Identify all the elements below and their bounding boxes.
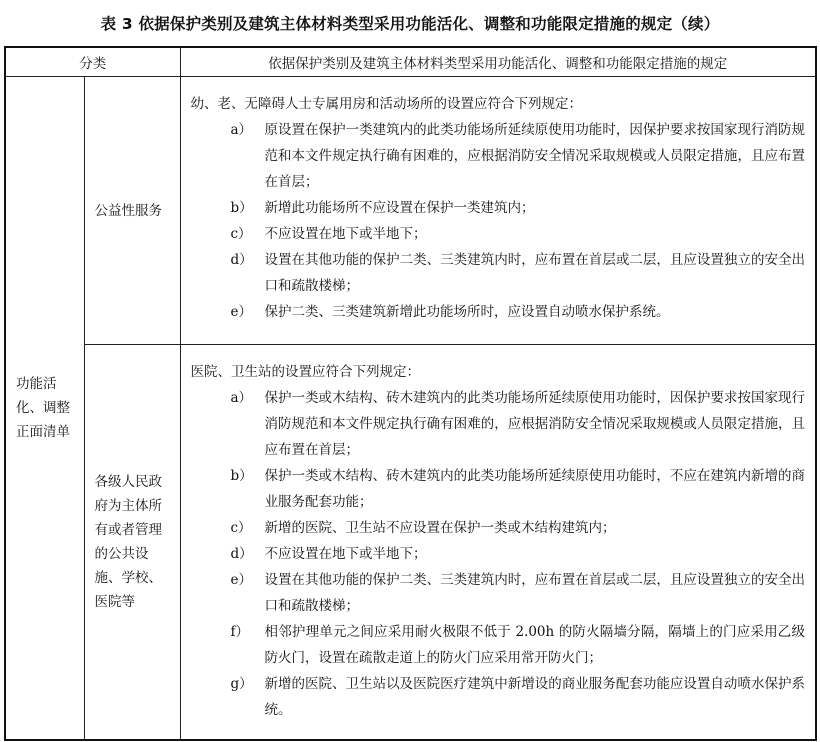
list-item xyxy=(191,385,806,463)
item-label: c） xyxy=(230,226,252,242)
item-text: 原设置在保护一类建筑内的此类功能场所延续原使用功能时，因保护要求按国家现行消防规范和本文件规定执行确有困难的，应根据消防安全情况采取规模或人员限定措施，且应布置在首层； xyxy=(264,122,805,190)
item-label: e） xyxy=(230,572,252,588)
item-label: e） xyxy=(230,304,252,320)
list-item xyxy=(191,541,806,567)
category-cell: 功能活化、调整正面清单 xyxy=(5,77,84,741)
rule-cell xyxy=(180,345,816,741)
item-text: 设置在其他功能的保护二类、三类建筑内时，应布置在首层或二层，且应设置独立的安全出口和疏散楼梯； xyxy=(264,572,805,614)
table-row xyxy=(5,345,816,741)
subcategory-cell: 各级人民政府为主体所有或者管理的公共设施、学校、医院等 xyxy=(84,345,180,741)
list-item xyxy=(191,299,806,325)
list-item xyxy=(191,619,806,671)
rule-cell xyxy=(180,77,816,345)
item-text: 保护二类、三类建筑新增此功能场所时，应设置自动喷水保护系统。 xyxy=(264,304,670,320)
table-row xyxy=(5,77,816,345)
item-text: 保护一类或木结构、砖木建筑内的此类功能场所延续原使用功能时，不应在建筑内新增的商业服务配套功能； xyxy=(264,468,805,510)
list-item xyxy=(191,117,806,195)
item-label: b） xyxy=(230,468,253,484)
item-label: b） xyxy=(230,200,253,216)
rule-intro: 医院、卫生站的设置应符合下列规定： xyxy=(190,364,420,380)
list-item xyxy=(191,195,806,221)
subcategory-cell: 公益性服务 xyxy=(84,77,180,345)
item-text: 新增的医院、卫生站以及医院医疗建筑中新增设的商业服务配套功能应设置自动喷水保护系统。 xyxy=(264,676,805,718)
item-text: 保护一类或木结构、砖木建筑内的此类功能场所延续原使用功能时，因保护要求按国家现行消防规范和本文件规定执行确有困难的，应根据消防安全情况采取规模或人员限定措施，且应布置在首层； xyxy=(264,390,805,458)
item-text: 不应设置在地下或半地下； xyxy=(264,226,427,242)
regulation-table xyxy=(4,46,817,741)
item-label: g） xyxy=(230,676,253,692)
item-label: d） xyxy=(230,252,253,268)
item-text: 新增的医院、卫生站不应设置在保护一类或木结构建筑内； xyxy=(264,520,616,536)
table-title: 表 3 依据保护类别及建筑主体材料类型采用功能活化、调整和功能限定措施的规定（续） xyxy=(100,15,720,33)
header-rule: 依据保护类别及建筑主体材料类型采用功能活化、调整和功能限定措施的规定 xyxy=(180,47,816,77)
list-item xyxy=(191,463,806,515)
list-item xyxy=(191,567,806,619)
header-category: 分类 xyxy=(5,47,180,77)
item-text: 相邻护理单元之间应采用耐火极限不低于 2.00h 的防火隔墙分隔，隔墙上的门应采用乙级防火门，设置在疏散走道上的防火门应采用常开防火门； xyxy=(264,624,805,666)
table-header-row xyxy=(5,47,816,77)
item-text: 新增此功能场所不应设置在保护一类建筑内； xyxy=(264,200,535,216)
item-label: d） xyxy=(230,546,253,562)
item-label: a） xyxy=(230,390,253,406)
rule-intro: 幼、老、无障碍人士专属用房和活动场所的设置应符合下列规定： xyxy=(190,96,582,112)
item-label: c） xyxy=(230,520,252,536)
list-item xyxy=(191,247,806,299)
item-text: 设置在其他功能的保护二类、三类建筑内时，应布置在首层或二层，且应设置独立的安全出口和疏散楼梯； xyxy=(264,252,805,294)
list-item xyxy=(191,515,806,541)
item-label: f） xyxy=(230,624,249,640)
list-item xyxy=(191,221,806,247)
list-item xyxy=(191,671,806,723)
item-text: 不应设置在地下或半地下； xyxy=(264,546,427,562)
item-label: a） xyxy=(230,122,253,138)
